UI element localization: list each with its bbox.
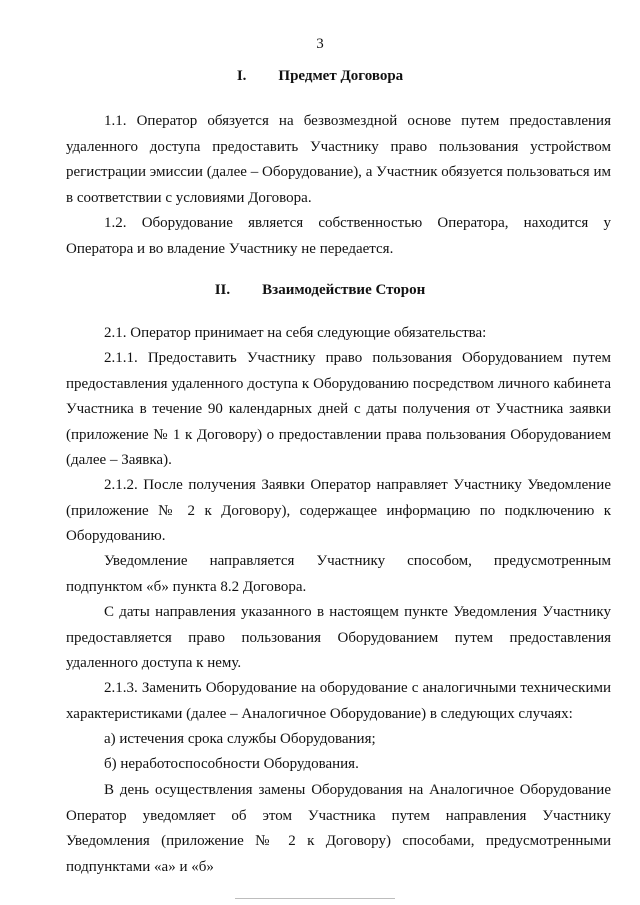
section-number: II.	[214, 282, 231, 298]
section-heading-2	[0, 282, 640, 299]
list-item-a: а) истечения срока службы Оборудования;	[104, 731, 376, 747]
paragraph-2-1-1: 2.1.1. Предоставить Участнику право пользования Оборудованием путем предоставления удаленного доступа к Оборудованию посредством личного кабинета Участника в течение 90 календарных дней с даты получения от Участника заявки (приложение № 1 к Договору) о предоставлении права пользования Оборудованием (далее – Заявка).	[66, 350, 611, 468]
section-title: Взаимодействие Сторон	[262, 282, 426, 298]
paragraph-2-1-3: 2.1.3. Заменить Оборудование на оборудование с аналогичными техническими характеристиками (далее – Аналогичное Оборудование) в следующих случаях:	[66, 680, 611, 722]
section-heading-1	[0, 68, 640, 85]
paragraph-access: С даты направления указанного в настоящем пункте Уведомления Участнику предоставляется право пользования Оборудованием путем предоставления удаленного доступа к нему.	[66, 604, 611, 671]
paragraph-replace: В день осуществления замены Оборудования на Аналогичное Оборудование Оператор уведомляет об этом Участника путем направления Участнику Уведомления (приложение № 2 к Договору) способами, предусмотренными подпунктами «а» и «б»	[66, 782, 611, 875]
paragraph-2-1: 2.1. Оператор принимает на себя следующие обязательства:	[104, 325, 487, 341]
section-title: Предмет Договора	[278, 68, 404, 84]
list-item-b: б) неработоспособности Оборудования.	[104, 756, 359, 772]
paragraph-2-1-2: 2.1.2. После получения Заявки Оператор направляет Участнику Уведомление (приложение № 2 к Договору), содержащее информацию по подключению к Оборудованию.	[66, 477, 611, 544]
paragraph-notice: Уведомление направляется Участнику способом, предусмотренным подпунктом «б» пункта 8.2 Договора.	[66, 553, 611, 595]
scan-artifact-line	[235, 898, 395, 899]
paragraph-1-1: 1.1. Оператор обязуется на безвозмездной основе путем предоставления удаленного доступа предоставить Участнику право пользования устройством регистрации эмиссии (далее – Оборудование), а Участник обязуется пользоваться им в соответствии с условиями Договора.	[66, 113, 611, 206]
paragraph-1-2: 1.2. Оборудование является собственностью Оператора, находится у Оператора и во владение Участнику не передается.	[66, 215, 611, 257]
page-number: 3	[316, 36, 324, 52]
section-number: I.	[236, 68, 247, 84]
